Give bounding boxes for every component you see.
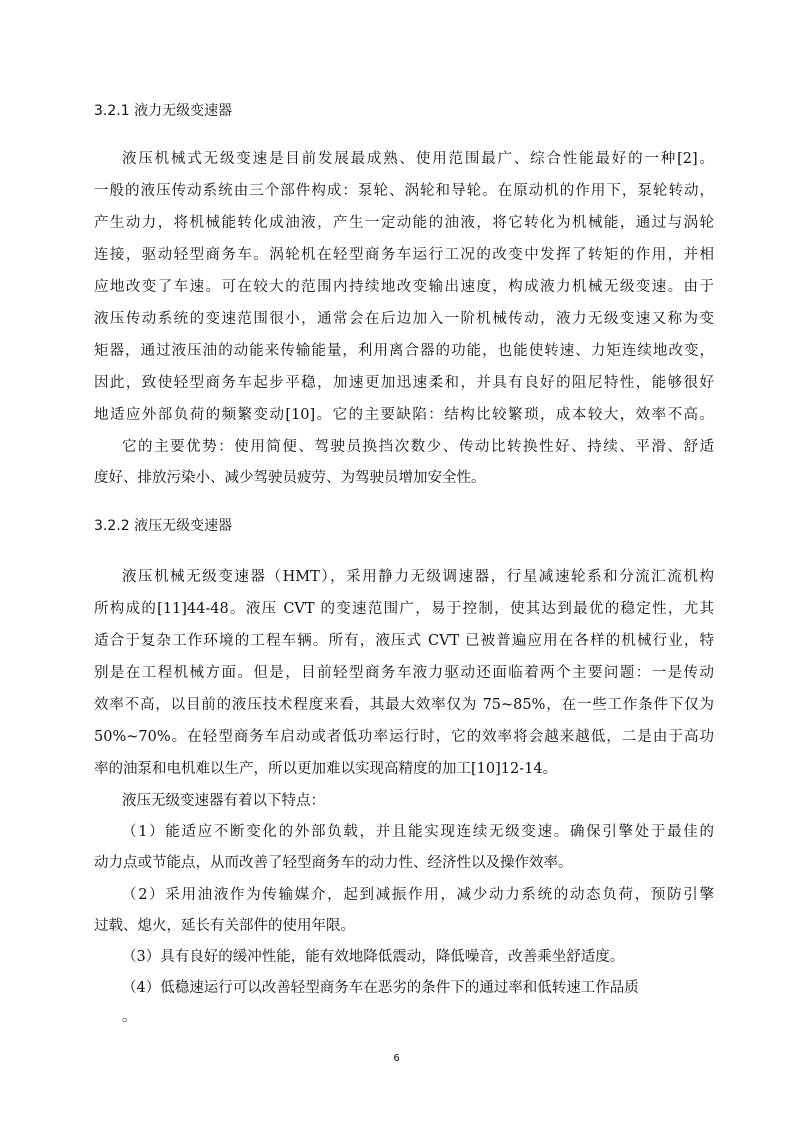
- paragraph-line: 矩器，通过液压油的动能来传输能量，利用离合器的功能，也能使转速、力矩连续地改变，: [94, 343, 714, 359]
- paragraph-line: 度好、排放污染小、减少驾驶员疲劳、为驾驶员增加安全性。: [94, 470, 486, 486]
- section-heading-3-2-1: 3.2.1 液力无级变速器: [94, 103, 233, 119]
- paragraph-line: 一般的液压传动系统由三个部件构成：泵轮、涡轮和导轮。在原动机的作用下，泵轮转动，: [94, 183, 714, 199]
- paragraph-line: 连接，驱动轻型商务车。涡轮机在轻型商务车运行工况的改变中发挥了转矩的作用，并相: [94, 247, 714, 263]
- list-item-line: （1）能适应不断变化的外部负载，并且能实现连续无级变速。确保引擎处于最佳的: [122, 824, 714, 840]
- paragraph-line: 所构成的[11]44-48。液压 CVT 的变速范围广，易于控制，使其达到最优的稳定性，尤其: [94, 601, 714, 617]
- list-item-line: 。: [122, 1009, 137, 1025]
- paragraph-line: 地适应外部负荷的频繁变动[10]。它的主要缺陷：结构比较繁琐，成本较大，效率不高。: [94, 407, 714, 423]
- list-item-line: （3）具有良好的缓冲性能，能有效地降低震动，降低噪音，改善乘坐舒适度。: [122, 949, 625, 965]
- section-heading-3-2-2: 3.2.2 液压无级变速器: [94, 518, 233, 534]
- paragraph-line: 率的油泵和电机难以生产，所以更加难以实现高精度的加工[10]12-14。: [94, 761, 558, 777]
- paragraph-line: 因此，致使轻型商务车起步平稳，加速更加迅速柔和，并具有良好的阻尼特性，能够很好: [94, 375, 714, 391]
- list-item-line: （2）采用油液作为传输媒介，起到减振作用，减少动力系统的动态负荷，预防引擎: [122, 887, 714, 903]
- paragraph-line: 液压传动系统的变速范围很小，通常会在后边加入一阶机械传动，液力无级变速又称为变: [94, 311, 714, 327]
- paragraph-line: 它的主要优势：使用简便、驾驶员换挡次数少、传动比转换性好、持续、平滑、舒适: [122, 439, 714, 455]
- paragraph-line: 应地改变了车速。可在较大的范围内持续地改变输出速度，构成液力机械无级变速。由于: [94, 279, 714, 295]
- paragraph-line: 适合于复杂工作环境的工程车辆。所有，液压式 CVT 已被普遍应用在各样的机械行业，特: [94, 633, 714, 649]
- paragraph-line: 效率不高，以目前的液压技术程度来看，其最大效率仅为 75~85%，在一些工作条件下仅为: [94, 697, 714, 713]
- list-item-line: 动力点或节能点，从而改善了轻型商务车的动力性、经济性以及操作效率。: [94, 855, 573, 871]
- paragraph-line: 50%~70%。在轻型商务车启动或者低功率运行时，它的效率将会越来越低，二是由于高功: [94, 729, 714, 745]
- paragraph-line: 液压机械式无级变速是目前发展最成熟、使用范围最广、综合性能最好的一种[2]。: [122, 151, 714, 167]
- page-number: 6: [393, 1053, 400, 1064]
- paragraph-line: 产生动力，将机械能转化成油液，产生一定动能的油液，将它转化为机械能，通过与涡轮: [94, 215, 714, 231]
- paragraph-line: 别是在工程机械方面。但是，目前轻型商务车液力驱动还面临着两个主要问题：一是传动: [94, 665, 714, 681]
- list-item-line: （4）低稳速运行可以改善轻型商务车在恶劣的条件下的通过率和低转速工作品质: [122, 980, 639, 996]
- list-item-line: 过载、熄火，延长有关部件的使用年限。: [94, 918, 355, 934]
- paragraph-line: 液压无级变速器有着以下特点：: [122, 793, 325, 809]
- paragraph-line: 液压机械无级变速器（HMT），采用静力无级调速器，行星减速轮系和分流汇流机构: [122, 569, 714, 585]
